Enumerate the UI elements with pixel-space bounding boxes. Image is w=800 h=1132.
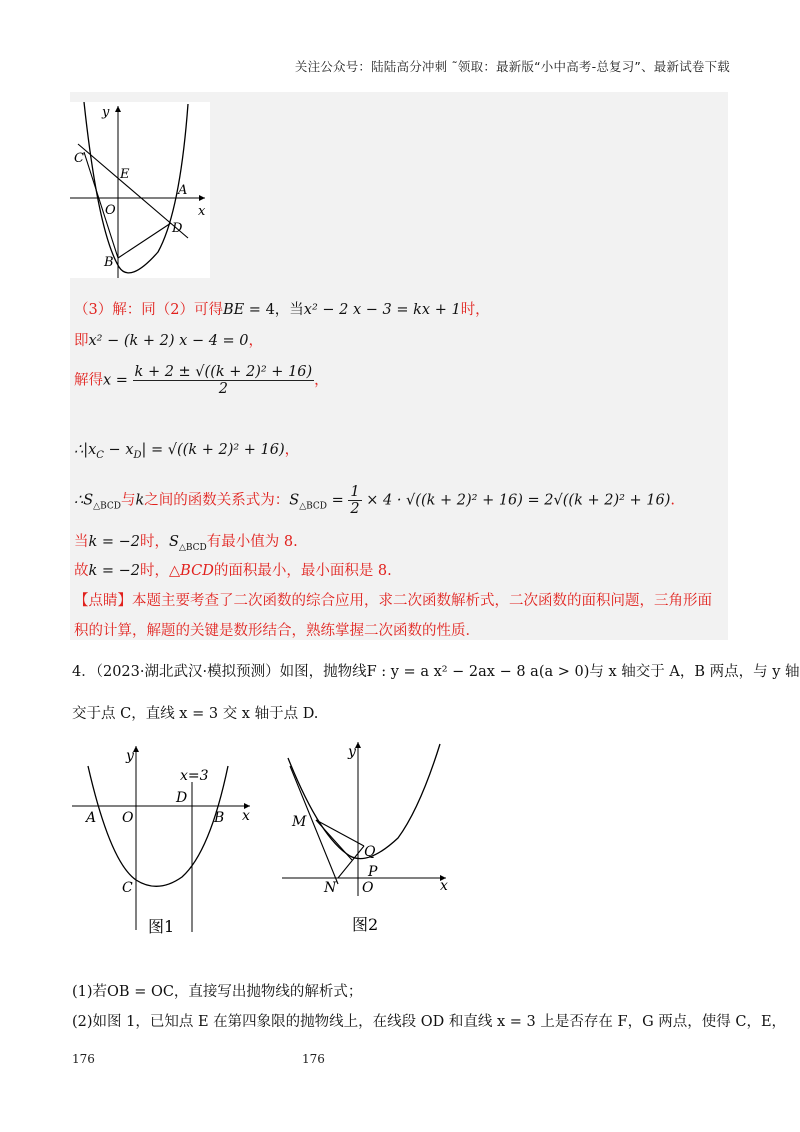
subquestion-1: (1)若OB = OC，直接写出抛物线的解析式； bbox=[72, 984, 363, 1000]
figure-top bbox=[70, 102, 210, 278]
fig-top-b-label: B bbox=[104, 255, 114, 270]
fig2-q-label: Q bbox=[364, 844, 376, 860]
fig-top-e-label: E bbox=[120, 167, 130, 182]
figure-top-graph bbox=[70, 102, 210, 278]
fig1-caption: 图1 bbox=[148, 917, 175, 936]
fig2-caption: 图2 bbox=[352, 915, 379, 934]
solution-note: 【点睛】本题主要考查了二次函数的综合应用，求二次函数解析式，二次函数的面积问题，三角形面积的计算，解题的关键是数形结合，熟练掌握二次函数的性质． bbox=[74, 593, 712, 639]
fig2-x-label: x bbox=[440, 878, 448, 894]
figure-2-graph bbox=[280, 738, 470, 938]
fig-top-o-label: O bbox=[105, 203, 116, 218]
fig2-m-label: M bbox=[292, 814, 307, 830]
fig-top-y-label: y bbox=[102, 105, 110, 120]
fig-top-x-label: x bbox=[198, 204, 206, 219]
fig1-b-label: B bbox=[214, 810, 225, 826]
figure-2 bbox=[280, 738, 470, 938]
solution-line-6: 当k = −2时，$S_{\triangle BCD}$有最小值为 8. bbox=[74, 534, 298, 553]
fig1-o-label: O bbox=[122, 810, 134, 826]
solution-line-5: $\therefore S_{\triangle BCD}$与k之间的函数关系式为：$S_{\triangle BCD}$ = $\frac{1}{2}$ × 4 · √((k + 2)² + 16) = 2√((k + 2)² + 16). bbox=[74, 484, 676, 517]
fig1-a-label: A bbox=[86, 810, 97, 826]
half-fraction: $\frac{1}{2}$ bbox=[350, 484, 360, 517]
solution-block bbox=[70, 92, 728, 640]
subquestion-2: (2)如图 1，已知点 E 在第四象限的抛物线上，在线段 OD 和直线 x = 3 上是否存在 F，G 两点，使得 C，E， bbox=[72, 1014, 787, 1030]
figure-1-graph bbox=[70, 742, 260, 942]
figure-1 bbox=[70, 742, 260, 942]
solution-line-7: 故k = −2时，△BCD的面积最小，最小面积是 8. bbox=[74, 563, 392, 579]
page-header: 关注公众号：陆陆高分冲刺 ˜领取：最新版“小中高考-总复习”、最新试卷下载 bbox=[294, 59, 730, 74]
fig2-y-label: y bbox=[348, 744, 356, 760]
page-number-right: 176 bbox=[302, 1052, 325, 1066]
root-fraction: $\frac{\text{k + 2 ± √((k + 2)² + 16)}}{2}$ bbox=[134, 364, 313, 397]
solution-line-2: 即x² − (k + 2) x − 4 = 0， bbox=[74, 333, 264, 349]
fig2-o-label: O bbox=[362, 880, 374, 896]
fig1-c-label: C bbox=[122, 880, 133, 896]
fig1-x-label: x bbox=[242, 808, 250, 824]
solution-line-4: $\therefore|x_C - x_D| = √((k + 2)^2 + 16)$， bbox=[74, 442, 300, 461]
fig1-d-label: D bbox=[176, 790, 188, 806]
fig-top-a-label: A bbox=[178, 183, 188, 198]
question-4-line-1: 4．（2023·湖北武汉·模拟预测）如图，抛物线F : y = a x² − 2ax − 8 a(a > 0)与 x 轴交于 A，B 两点，与 y 轴 bbox=[72, 664, 800, 680]
fig2-p-label: P bbox=[368, 864, 378, 880]
fig2-n-label: N bbox=[324, 880, 337, 896]
question-4 bbox=[72, 660, 800, 722]
fig-top-c-label: C bbox=[74, 151, 84, 166]
page-number-left: 176 bbox=[72, 1052, 95, 1066]
solution-line-1: （3）解：同（2）可得BE = 4，当x² − 2 x − 3 = kx + 1时， bbox=[74, 302, 490, 318]
question-4-line-2: 交于点 C，直线 x = 3 交 x 轴于点 D. bbox=[72, 706, 319, 722]
fig-top-d-label: D bbox=[172, 221, 183, 236]
fig1-x3-label: x=3 bbox=[180, 768, 209, 784]
fig1-y-label: y bbox=[126, 748, 134, 764]
solution-line-3: 解得x = $\frac{\text{k + 2 ± √((k + 2)² + 16)}}{2}$ ， bbox=[74, 364, 329, 397]
